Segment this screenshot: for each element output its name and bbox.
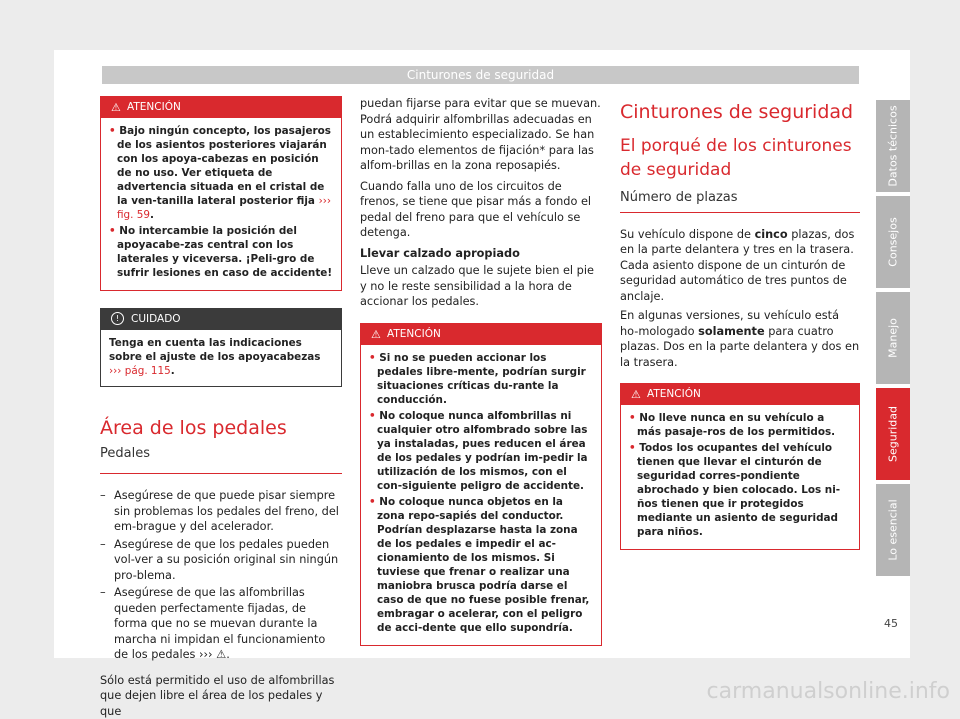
warning-text-2: No intercambie la posición del apoyacabe-zas central con los laterales y viceversa. ¡Peli-gro de sufrir lesiones en caso de accidente! xyxy=(117,225,332,279)
warning-icon: ⚠ xyxy=(631,384,641,405)
chapter-subtitle: El porqué de los cinturones de seguridad xyxy=(620,134,860,182)
paragraph: Lleve un calzado que le sujete bien el pie y no le reste sensibilidad a la hora de accionar los pedales. xyxy=(360,263,602,310)
warning-label: ATENCIÓN xyxy=(647,388,701,400)
list-item: – Asegúrese de que los pedales pueden vol-ver a su posición original sin ningún pro-blema. xyxy=(100,537,342,584)
paragraph: Sólo está permitido el uso de alfombrillas que dejen libre el área de los pedales y que xyxy=(100,673,342,719)
divider xyxy=(620,212,860,213)
caution-label: CUIDADO xyxy=(131,313,181,325)
tab-seguridad[interactable]: Seguridad xyxy=(876,388,910,480)
tab-consejos[interactable]: Consejos xyxy=(876,196,910,288)
warning-box-2: ⚠ ATENCIÓN • Si no se pueden accionar los pedales libre-mente, podrían surgir situaciones críticas du-rante la conducción. • No coloque nunca alfombrillas ni cualquier otro alfombrado sobre las ya instaladas, pues reducen el área de los pedales y podrían im-pedir la utilización de los mismos, con el con-siguiente peligro de accidente. • No coloque nunca objetos en la zona repo-sapiés del conductor. Podrían desplazarse hasta la zona de los pedales e impedir el ac-cionamiento de los mismos. Si tuviese que frenar o realizar una maniobra brusca podría darse el caso de que no fuese posible frenar, embragar o acelerar, con el peligro de acci-dente que ello supondría. xyxy=(360,323,602,646)
caution-text: Tenga en cuenta las indicaciones sobre el ajuste de los apoyacabezas xyxy=(109,337,320,363)
list-item: – Asegúrese de que puede pisar siempre sin problemas los pedales del freno, del em-brague y del acelerador. xyxy=(100,488,342,535)
column-1 xyxy=(100,96,342,719)
list-item: – Asegúrese de que las alfombrillas queden perfectamente fijadas, de forma que no se muevan durante la marcha ni impidan el funcionamiento de los pedales ››› ⚠. xyxy=(100,585,342,663)
paragraph: En algunas versiones, su vehículo está ho-mologado solamente para cuatro plazas. Dos en la parte delantera y dos en la trasera. xyxy=(620,308,860,370)
caution-box: ! CUIDADO Tenga en cuenta las indicaciones sobre el ajuste de los apoyacabezas ››› pág. 115. xyxy=(100,308,342,387)
tab-datos-tecnicos[interactable]: Datos técnicos xyxy=(876,100,910,192)
page-link[interactable]: ››› pág. 115 xyxy=(109,365,171,377)
page-number: 45 xyxy=(884,617,898,630)
section-title: Área de los pedales xyxy=(100,421,342,437)
checklist xyxy=(100,488,342,663)
paragraph: puedan fijarse para evitar que se muevan. Podrá adquirir alfombrillas adecuadas en un establecimiento especializado. Se han mon-tado elementos de fijación* para las alfom-brillas en la zona reposapiés. xyxy=(360,96,602,174)
warning-text-1: Si no se pueden accionar los pedales libre-mente, podrían surgir situaciones críticas du-rante la conducción. xyxy=(377,352,586,406)
warning-text-1: Bajo ningún concepto, los pasajeros de los asientos posteriores viajarán con los apoya-cabezas en posición de no uso. Ver etiqueta de advertencia situada en el cristal de la ven-tanilla lateral posterior fija xyxy=(117,125,331,207)
section-subtitle: Número de plazas xyxy=(620,190,860,206)
tab-lo-esencial[interactable]: Lo esencial xyxy=(876,484,910,576)
paragraph: Cuando falla uno de los circuitos de frenos, se tiene que pisar más a fondo el pedal del freno para que el vehículo se detenga. xyxy=(360,179,602,241)
warning-box-3: ⚠ ATENCIÓN • No lleve nunca en su vehículo a más pasaje-ros de los permitidos. • Todos los ocupantes del vehículo tienen que llevar el cinturón de seguridad corres-pondiente abrochado y bien colocado. Los ni-ños tienen que ir protegidos mediante un asiento de seguridad para niños. xyxy=(620,383,860,550)
warning-text-3: No coloque nunca objetos en la zona repo-sapiés del conductor. Podrían desplazarse hasta la zona de los pedales e impedir el ac-cionamiento de los mismos. Si tuviese que frenar o realizar una maniobra brusca podría darse el caso de que no fuese posible frenar, embragar o acelerar, con el peligro de acci-dente que ello supondría. xyxy=(377,496,589,634)
page-header: Cinturones de seguridad xyxy=(102,66,859,84)
subheading: Llevar calzado apropiado xyxy=(360,246,602,262)
chapter-sidebar xyxy=(876,100,910,580)
column-2 xyxy=(360,96,602,646)
warning-icon: ⚠ xyxy=(111,97,121,118)
paragraph: Su vehículo dispone de cinco plazas, dos en la parte delantera y tres en la trasera. Cada asiento dispone de un cinturón de seguridad automático de tres puntos de anclaje. xyxy=(620,227,860,305)
info-icon: ! xyxy=(111,312,124,325)
divider xyxy=(100,473,342,474)
warning-icon: ⚠ xyxy=(371,324,381,345)
chapter-title: Cinturones de seguridad xyxy=(620,100,860,124)
warning-label: ATENCIÓN xyxy=(127,101,181,113)
warning-box-1: ⚠ ATENCIÓN • Bajo ningún concepto, los pasajeros de los asientos posteriores viajarán con los apoya-cabezas en posición de no uso. Ver etiqueta de advertencia situada en el cristal de la ven-tanilla lateral posterior fija ››› fig. 59. • No intercambie la posición del apoyacabe-zas central con los laterales y viceversa. ¡Peli-gro de sufrir lesiones en caso de accidente! xyxy=(100,96,342,291)
figure-link[interactable]: ››› fig. 59 xyxy=(117,195,331,221)
watermark: carmanualsonline.info xyxy=(707,679,950,704)
warning-text-2: Todos los ocupantes del vehículo tienen que llevar el cinturón de seguridad corres-pondiente abrochado y bien colocado. Los ni-ños tienen que ir protegidos mediante un asiento de seguridad para niños. xyxy=(637,442,840,538)
tab-manejo[interactable]: Manejo xyxy=(876,292,910,384)
warning-text-2: No coloque nunca alfombrillas ni cualquier otro alfombrado sobre las ya instaladas, pues reducen el área de los pedales y podrían im-pedir la utilización de los mismos, con el con-siguiente peligro de accidente. xyxy=(377,410,588,492)
warning-text-1: No lleve nunca en su vehículo a más pasaje-ros de los permitidos. xyxy=(637,412,835,438)
warning-label: ATENCIÓN xyxy=(387,328,441,340)
column-3 xyxy=(620,96,860,550)
section-subtitle: Pedales xyxy=(100,446,342,462)
